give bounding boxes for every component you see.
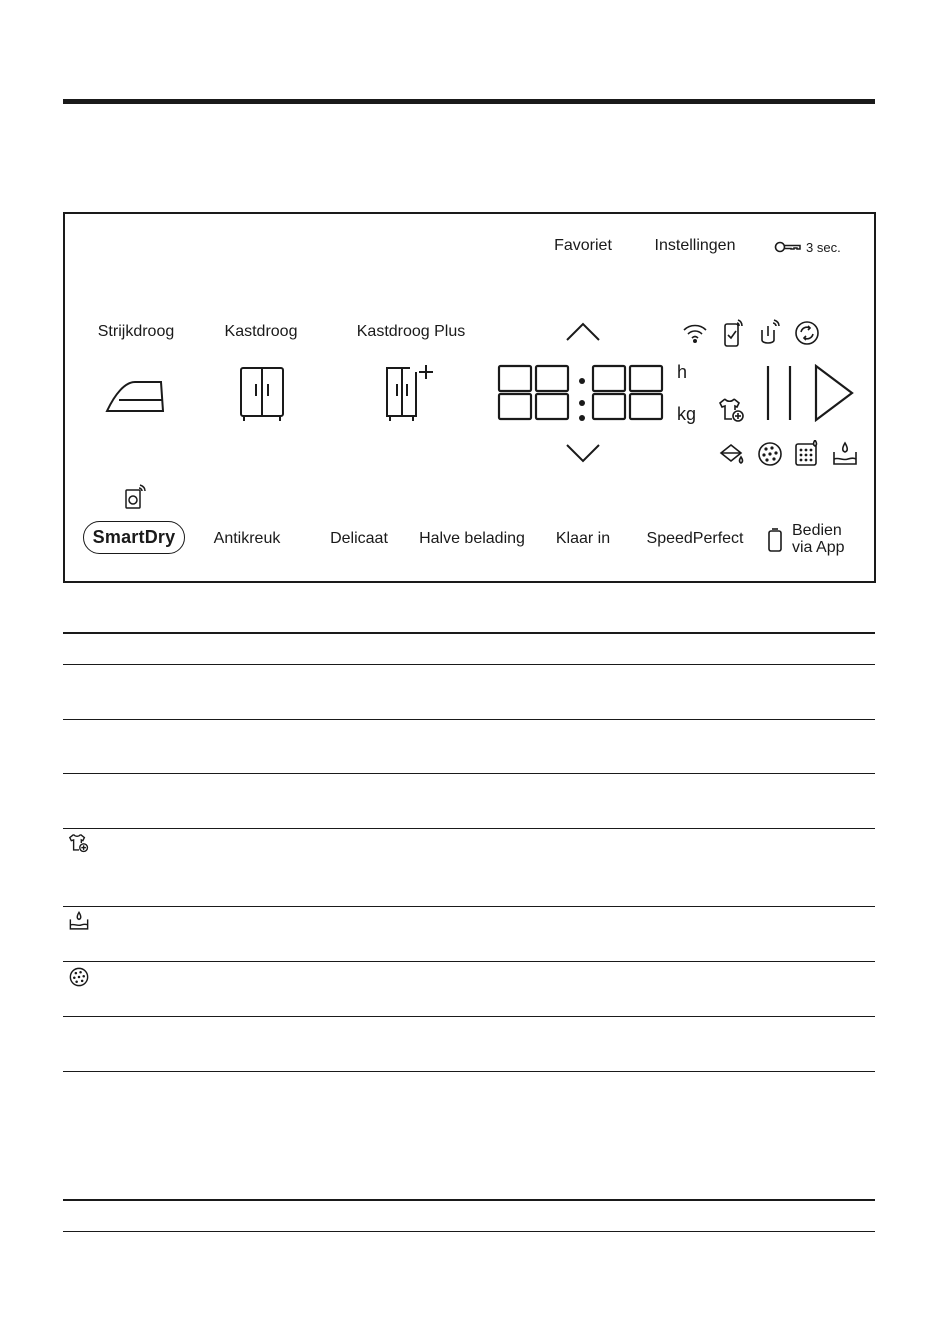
- remote-start-icon: [758, 318, 782, 348]
- speedperfect-button[interactable]: SpeedPerfect: [646, 530, 744, 547]
- app-label-line1: Bedien: [792, 522, 842, 539]
- arrow-up-icon[interactable]: [565, 322, 601, 342]
- play-icon[interactable]: [813, 364, 855, 422]
- key-icon[interactable]: [774, 240, 804, 254]
- table-row-divider: [63, 1199, 875, 1201]
- table-row-divider: [63, 961, 875, 962]
- antikreuk-button[interactable]: Antikreuk: [213, 530, 281, 547]
- program-label-strijkdroog: Strijkdroog: [97, 323, 175, 340]
- refresh-icon: [794, 320, 820, 346]
- app-label-line2: via App: [792, 539, 845, 556]
- condenser-icon: [794, 440, 820, 468]
- container-fill-icon: [719, 441, 747, 467]
- pause-icon[interactable]: [764, 364, 794, 422]
- table-row-divider: [63, 1071, 875, 1072]
- shirt-plus-icon: [718, 397, 746, 423]
- remote-control-button[interactable]: [792, 522, 844, 556]
- unit-kg: kg: [677, 404, 697, 424]
- water-tank-icon: [831, 440, 859, 468]
- iron-icon[interactable]: [105, 376, 167, 414]
- shirt-plus-icon: [68, 833, 90, 858]
- smartdry-button[interactable]: SmartDry: [83, 521, 185, 554]
- delicaat-button[interactable]: Delicaat: [330, 530, 388, 547]
- table-row-divider: [63, 664, 875, 665]
- klaar-in-button[interactable]: Klaar in: [555, 530, 611, 547]
- table-top-rule: [63, 632, 875, 634]
- phone-check-icon: [722, 318, 744, 348]
- table-row-divider: [63, 906, 875, 907]
- settings-button[interactable]: Instellingen: [654, 237, 736, 254]
- table-row-divider: [63, 719, 875, 720]
- table-row-divider: [63, 773, 875, 774]
- time-display: [496, 363, 671, 423]
- program-label-kastdroog: Kastdroog: [224, 323, 298, 340]
- cupboard-icon[interactable]: [238, 366, 286, 422]
- filter-icon: [756, 440, 784, 468]
- childlock-label: 3 sec.: [806, 240, 841, 255]
- table-row-divider: [63, 1016, 875, 1017]
- table-row-divider: [63, 828, 875, 829]
- drum-remote-icon: [124, 484, 148, 510]
- water-tank-icon: [68, 910, 90, 937]
- halve-belading-button[interactable]: Halve belading: [419, 530, 525, 547]
- page-header-rule: [63, 99, 875, 104]
- cupboard-plus-icon[interactable]: [382, 362, 438, 422]
- table-bottom-rule: [63, 1231, 875, 1232]
- phone-icon: [767, 527, 785, 553]
- arrow-down-icon[interactable]: [565, 443, 601, 463]
- control-panel: [63, 212, 876, 583]
- wifi-icon: [682, 322, 708, 344]
- favorite-button[interactable]: Favoriet: [554, 237, 612, 254]
- unit-hours: h: [677, 362, 688, 382]
- program-label-kastdroog-plus: Kastdroog Plus: [356, 323, 466, 340]
- filter-icon: [68, 966, 90, 993]
